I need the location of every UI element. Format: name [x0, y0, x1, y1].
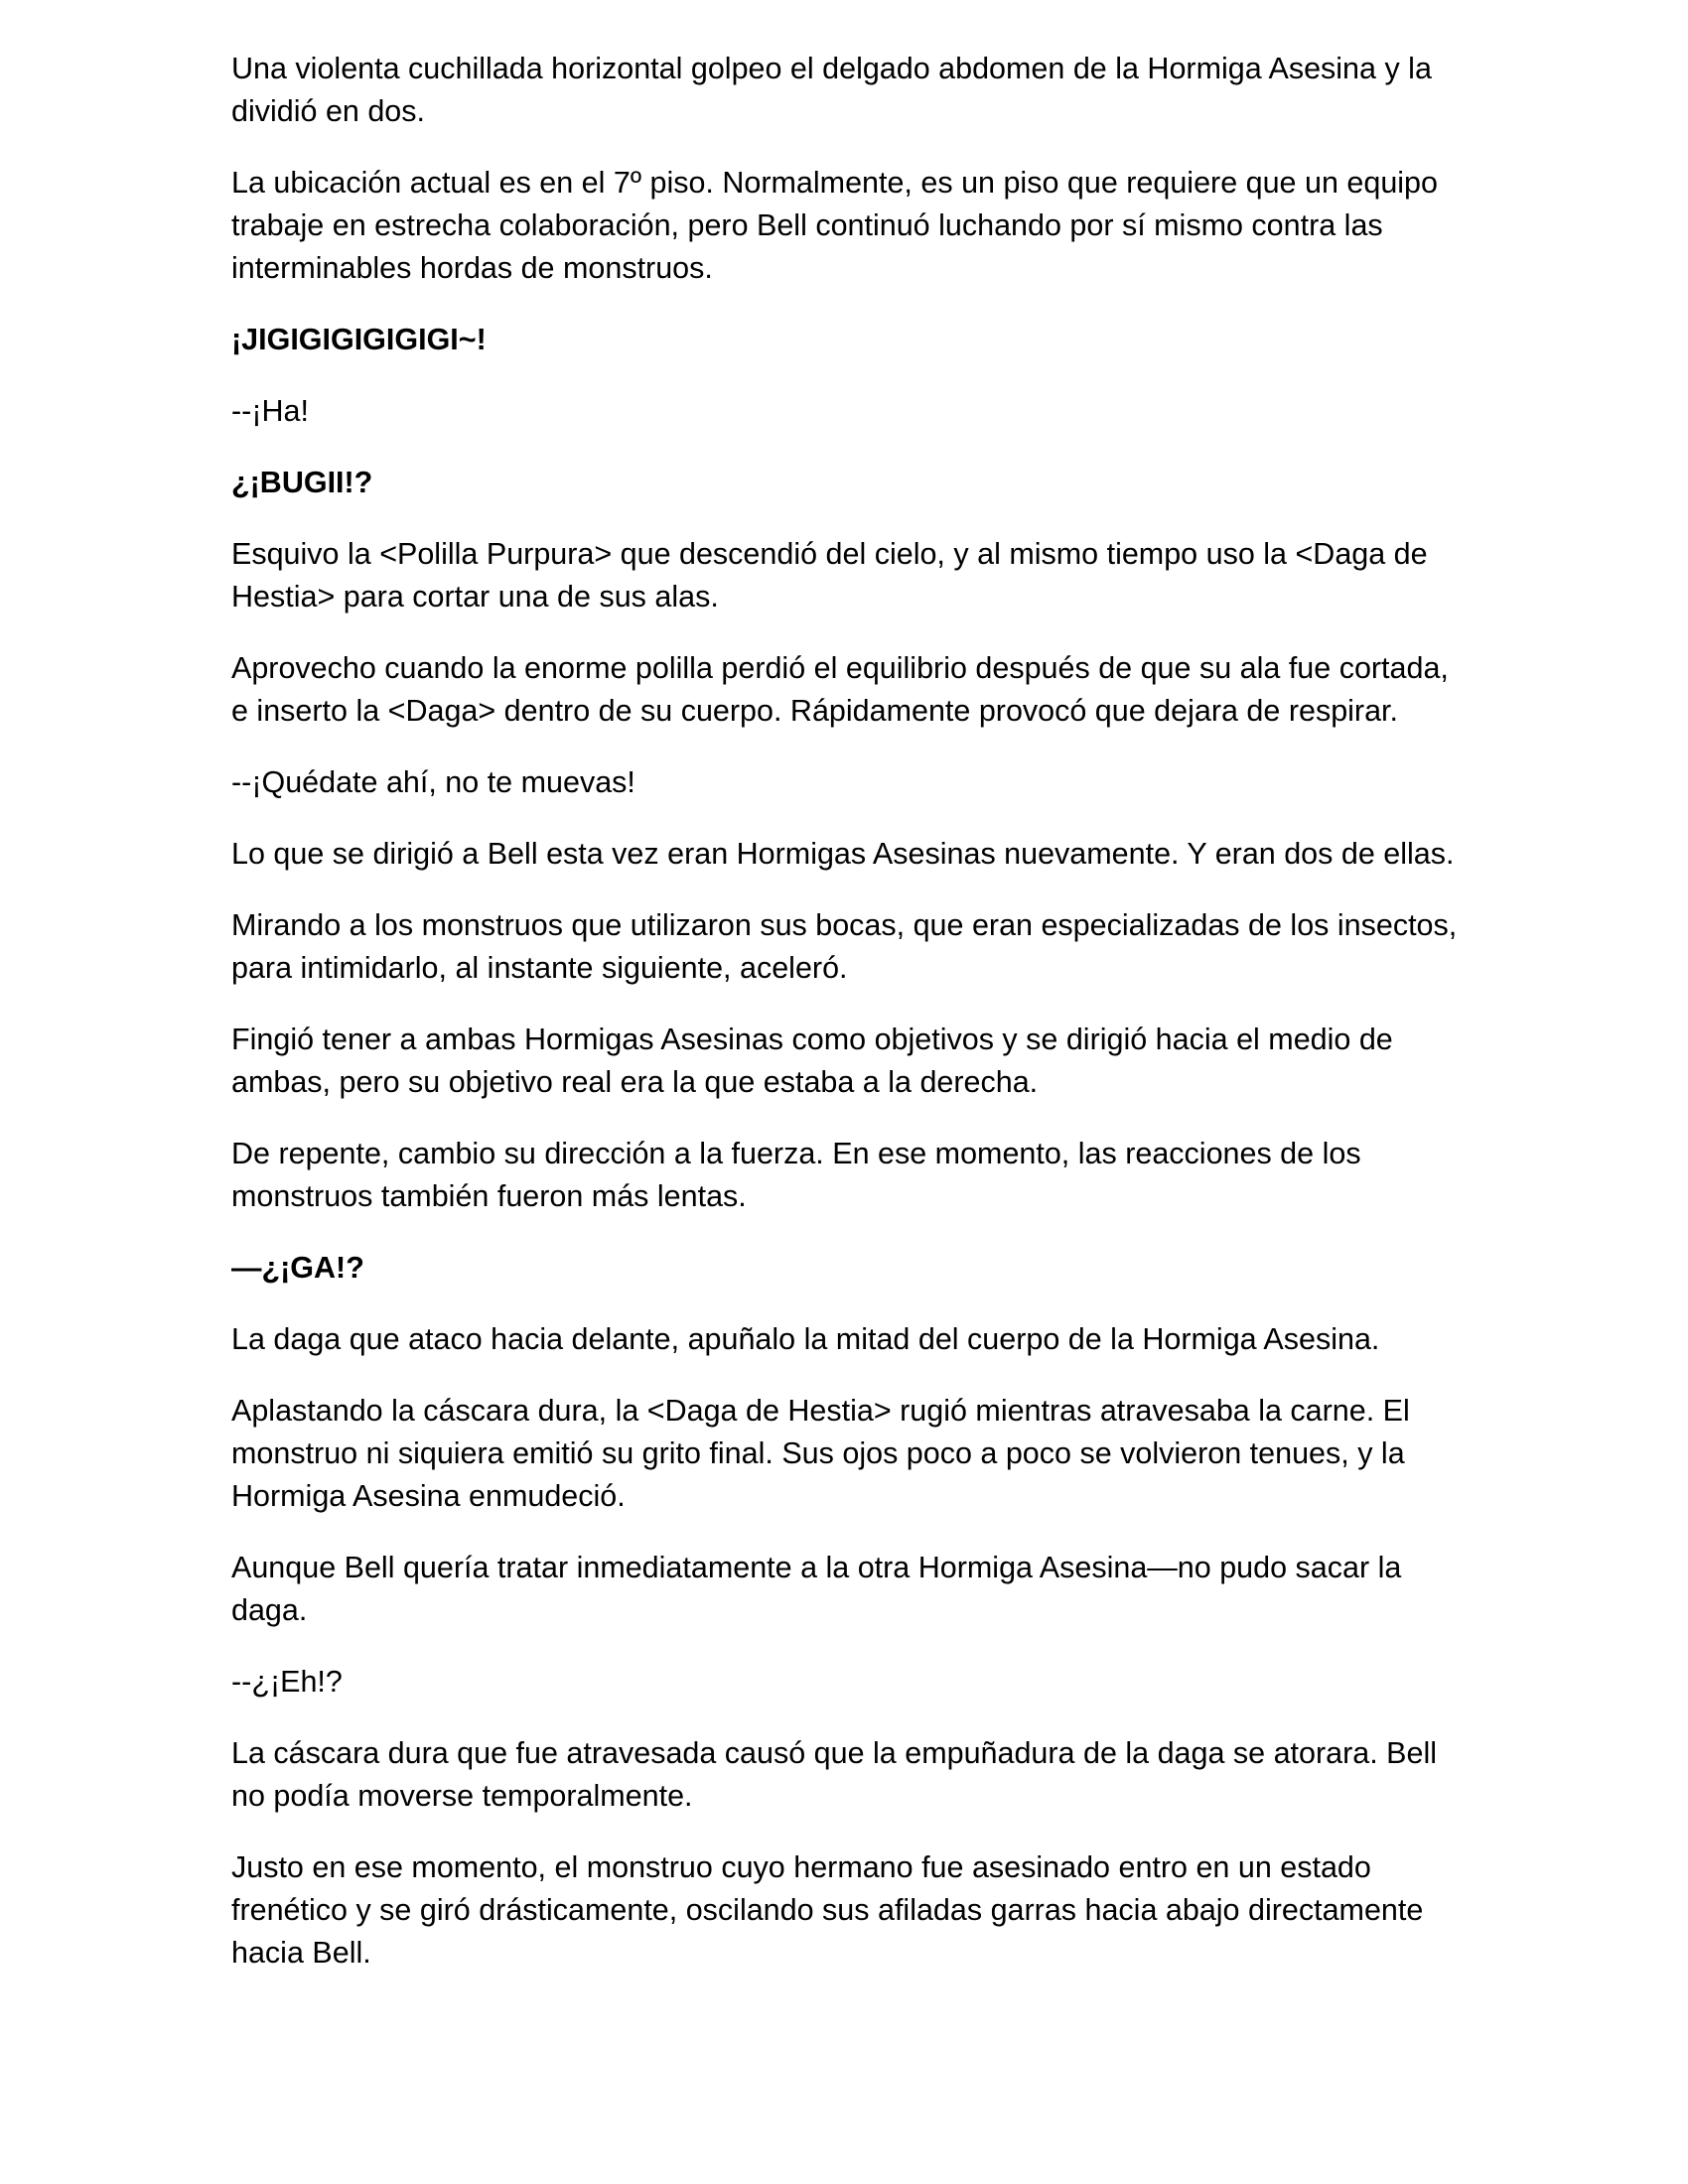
paragraph-18: La cáscara dura que fue atravesada causó que la empuñadura de la daga se atorara. Bell no podía moverse temporalmente. [231, 1736, 1438, 1813]
paragraph-6: Esquivo la <Polilla Purpura> que descendió del cielo, y al mismo tiempo uso la <Daga de Hestia> para cortar una de sus alas. [231, 537, 1428, 614]
paragraph-4: --¡Ha! [231, 394, 309, 428]
paragraph-1: Una violenta cuchillada horizontal golpeo el delgado abdomen de la Hormiga Asesina y la dividió en dos. [231, 52, 1432, 128]
paragraph-14: La daga que ataco hacia delante, apuñalo la mitad del cuerpo de la Hormiga Asesina. [231, 1322, 1380, 1356]
paragraph-8: --¡Quédate ahí, no te muevas! [231, 765, 635, 799]
paragraph-7: Aprovecho cuando la enorme polilla perdió el equilibrio después de que su ala fue cortada, e inserto la <Daga> dentro de su cuerpo. Rápidamente provocó que dejara de respirar. [231, 651, 1449, 728]
paragraph-10: Mirando a los monstruos que utilizaron sus bocas, que eran especializadas de los insectos, para intimidarlo, al instante siguiente, aceleró. [231, 908, 1458, 985]
document-body [231, 48, 1463, 2003]
paragraph-15: Aplastando la cáscara dura, la <Daga de Hestia> rugió mientras atravesaba la carne. El monstruo ni siquiera emitió su grito final. Sus ojos poco a poco se volvieron tenues, y la Hormiga Asesina enmudeció. [231, 1394, 1410, 1513]
paragraph-12: De repente, cambio su dirección a la fuerza. En ese momento, las reacciones de los monstruos también fueron más lentas. [231, 1137, 1361, 1213]
paragraph-16: Aunque Bell quería tratar inmediatamente a la otra Hormiga Asesina—no pudo sacar la daga. [231, 1551, 1402, 1627]
paragraph-13: —¿¡GA!? [231, 1251, 364, 1285]
paragraph-2: La ubicación actual es en el 7º piso. Normalmente, es un piso que requiere que un equipo trabaje en estrecha colaboración, pero Bell continuó luchando por sí mismo contra las interminables hordas de monstruos. [231, 166, 1438, 285]
paragraph-5: ¿¡BUGII!? [231, 466, 373, 499]
paragraph-19: Justo en ese momento, el monstruo cuyo hermano fue asesinado entro en un estado frenético y se giró drásticamente, oscilando sus afiladas garras hacia abajo directamente hacia Bell. [231, 1850, 1424, 1970]
paragraph-11: Fingió tener a ambas Hormigas Asesinas como objetivos y se dirigió hacia el medio de ambas, pero su objetivo real era la que estaba a la derecha. [231, 1023, 1393, 1099]
paragraph-9: Lo que se dirigió a Bell esta vez eran Hormigas Asesinas nuevamente. Y eran dos de ellas. [231, 837, 1455, 871]
paragraph-17: --¿¡Eh!? [231, 1665, 343, 1699]
paragraph-3: ¡JIGIGIGIGIGIGI~! [231, 323, 487, 356]
